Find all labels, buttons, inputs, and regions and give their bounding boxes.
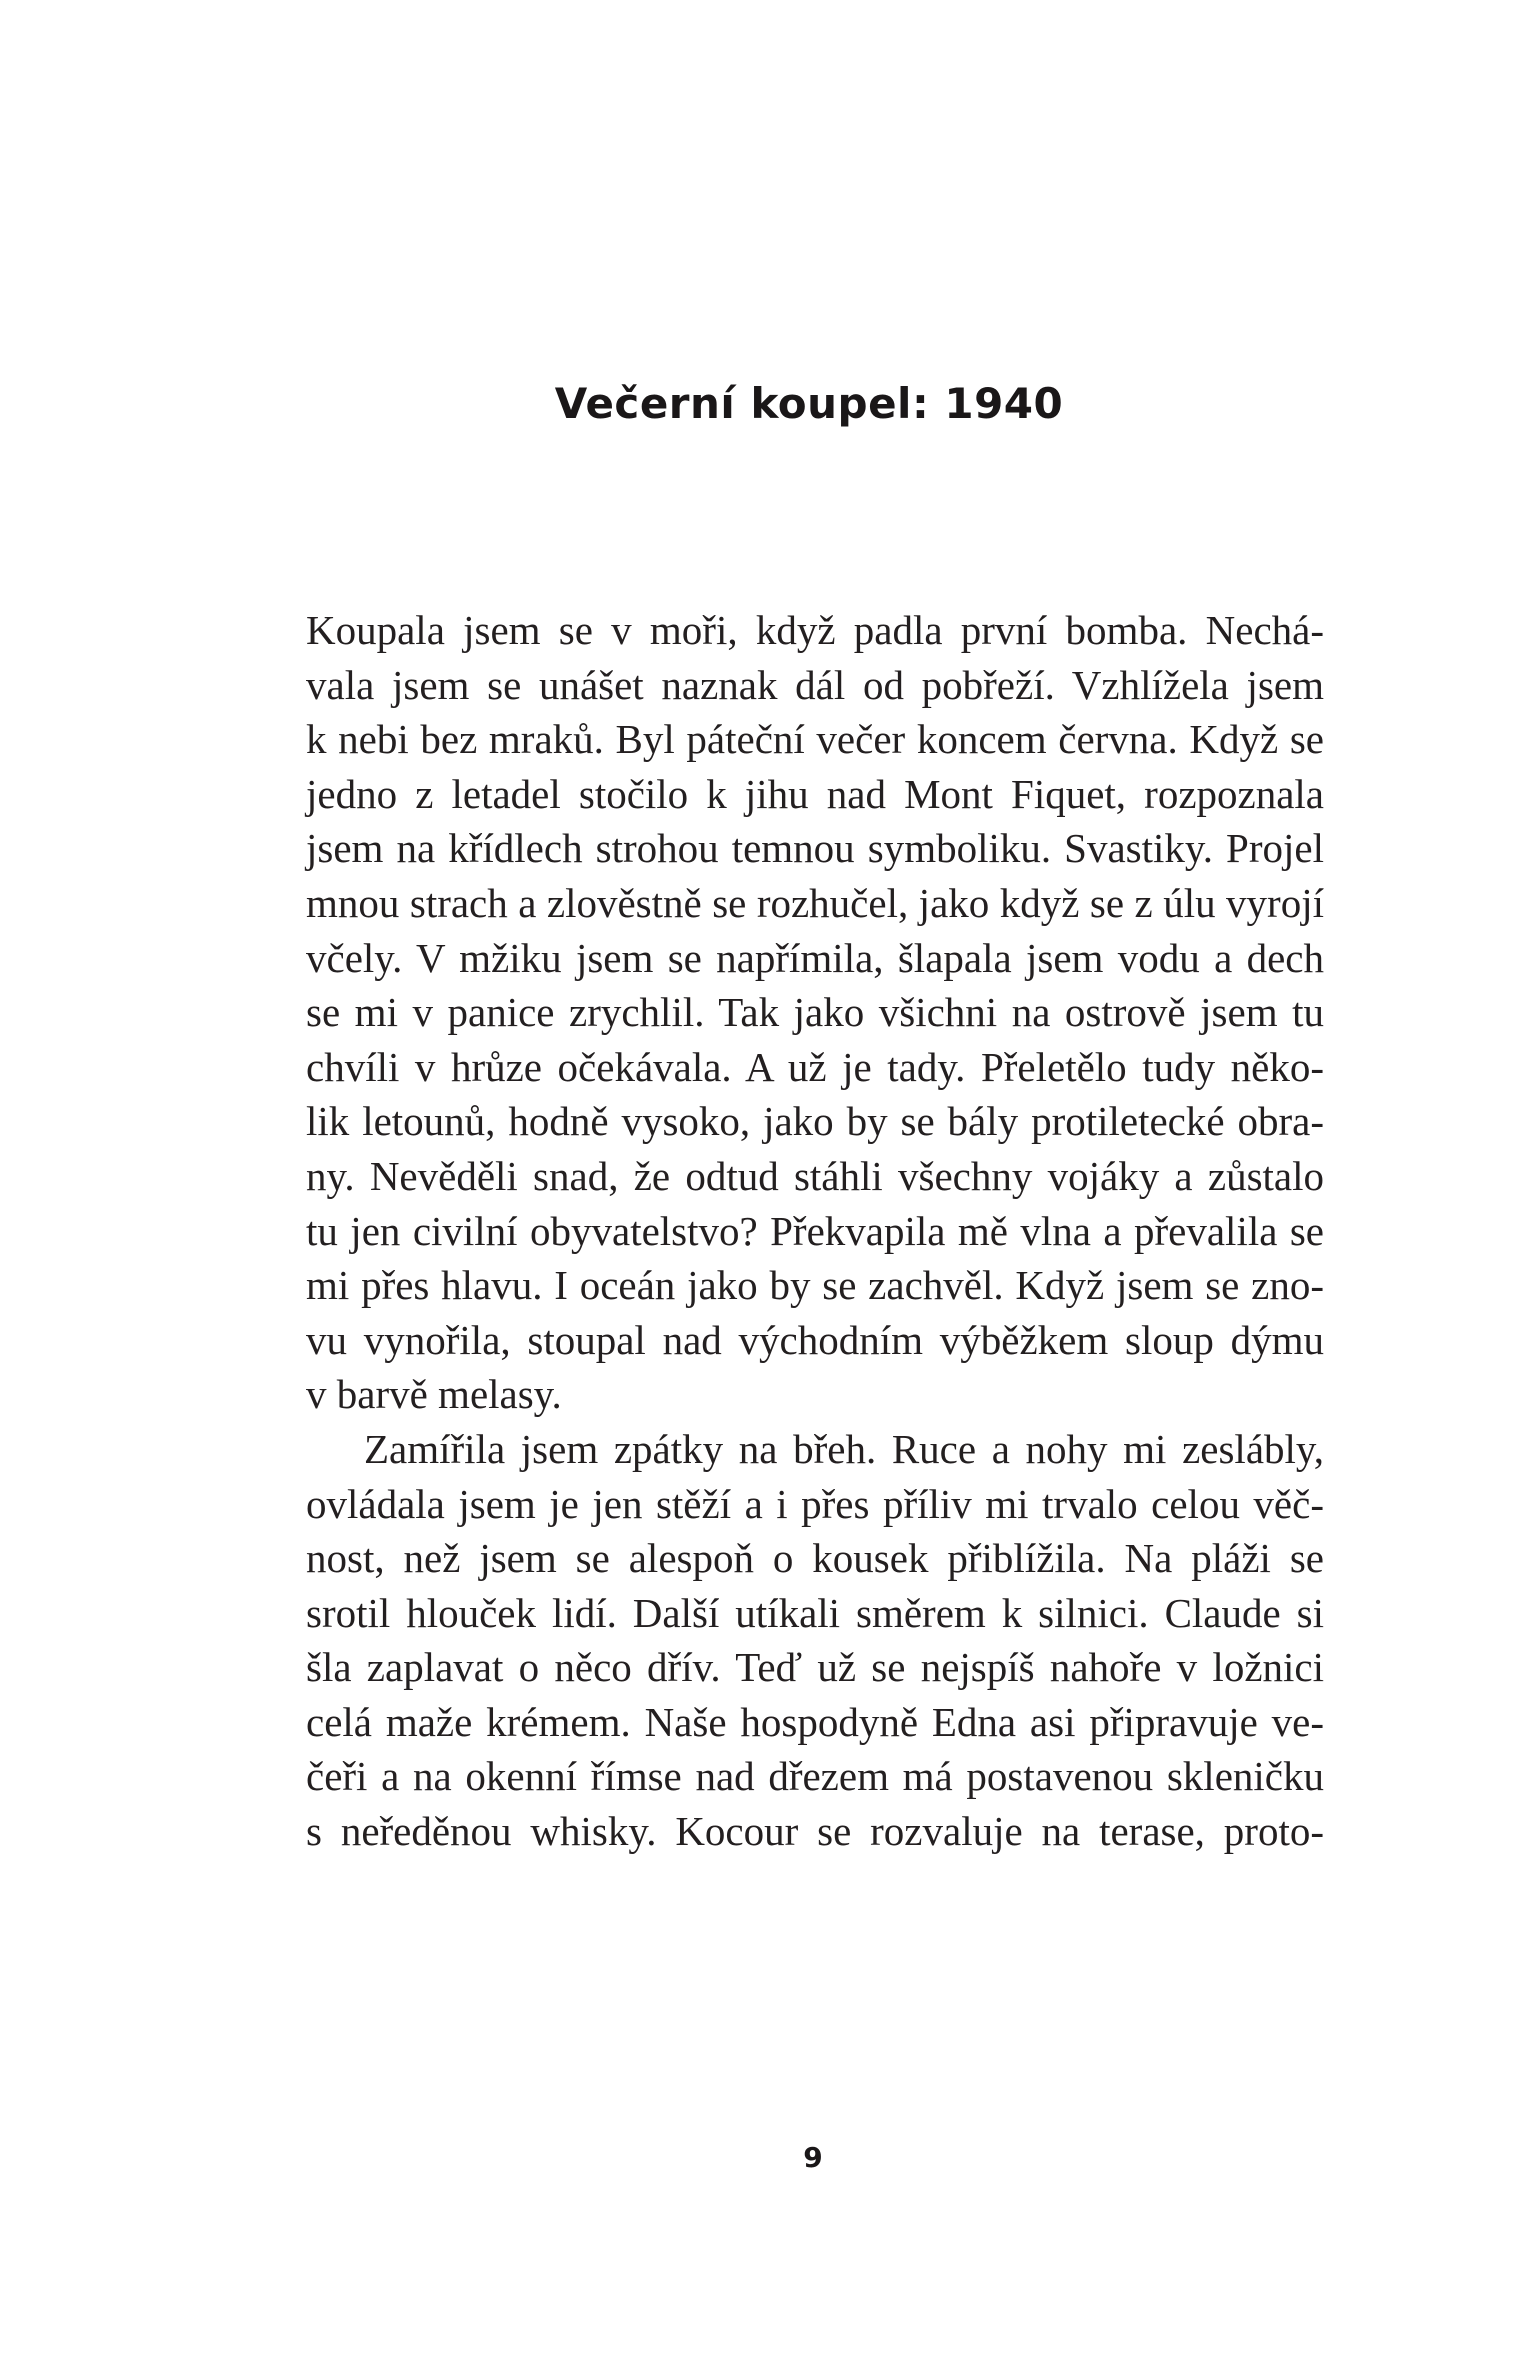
- text-line: k nebi bez mraků. Byl páteční večer koncem června. Když se: [306, 716, 1324, 763]
- chapter-body: [306, 603, 1324, 1859]
- text-line: lik letounů, hodně vysoko, jako by se bály protiletecké obra-: [306, 1098, 1324, 1145]
- text-line: srotil hlouček lidí. Další utíkali směrem k silnici. Claude si: [306, 1589, 1324, 1636]
- paragraph: [306, 603, 1324, 1422]
- text-line: včely. V mžiku jsem se napřímila, šlapala jsem vodu a dech: [306, 934, 1324, 981]
- text-line: mi přes hlavu. I oceán jako by se zachvěl. Když jsem se zno-: [306, 1262, 1324, 1309]
- text-line: jsem na křídlech strohou temnou symboliku. Svastiky. Projel: [306, 825, 1324, 872]
- chapter-title: Večerní koupel: 1940: [554, 379, 1064, 428]
- paragraph: [306, 1422, 1324, 1859]
- text-line: tu jen civilní obyvatelstvo? Překvapila mě vlna a převalila se: [306, 1207, 1324, 1254]
- text-line: vala jsem se unášet naznak dál od pobřeží. Vzhlížela jsem: [306, 661, 1324, 708]
- text-line: se mi v panice zrychlil. Tak jako všichni na ostrově jsem tu: [306, 989, 1324, 1036]
- text-line: vu vynořila, stoupal nad východním výběžkem sloup dýmu: [306, 1316, 1324, 1363]
- text-line: šla zaplavat o něco dřív. Teď už se nejspíš nahoře v ložnici: [306, 1644, 1324, 1691]
- text-line: Koupala jsem se v moři, když padla první bomba. Nechá-: [306, 607, 1324, 653]
- text-line: chvíli v hrůze očekávala. A už je tady. Přeletělo tudy něko-: [306, 1043, 1324, 1090]
- text-line: Zamířila jsem zpátky na břeh. Ruce a nohy mi zeslábly,: [364, 1425, 1324, 1472]
- page-number: 9: [803, 2141, 823, 2174]
- text-line: ny. Nevěděli snad, že odtud stáhli všechny vojáky a zůstalo: [306, 1152, 1324, 1199]
- text-line: jedno z letadel stočilo k jihu nad Mont Fiquet, rozpoznala: [306, 770, 1324, 817]
- text-line: celá maže krémem. Naše hospodyně Edna asi připravuje ve-: [306, 1698, 1324, 1745]
- text-line: mnou strach a zlověstně se rozhučel, jako když se z úlu vyrojí: [306, 879, 1324, 926]
- text-line: čeři a na okenní římse nad dřezem má postavenou skleničku: [306, 1753, 1324, 1800]
- text-line: nost, než jsem se alespoň o kousek přiblížila. Na pláži se: [306, 1535, 1324, 1582]
- text-line: ovládala jsem je jen stěží a i přes příliv mi trvalo celou věč-: [306, 1480, 1324, 1527]
- text-line: s neředěnou whisky. Kocour se rozvaluje na terase, proto-: [306, 1808, 1324, 1855]
- text-line: v barvě melasy.: [306, 1371, 562, 1418]
